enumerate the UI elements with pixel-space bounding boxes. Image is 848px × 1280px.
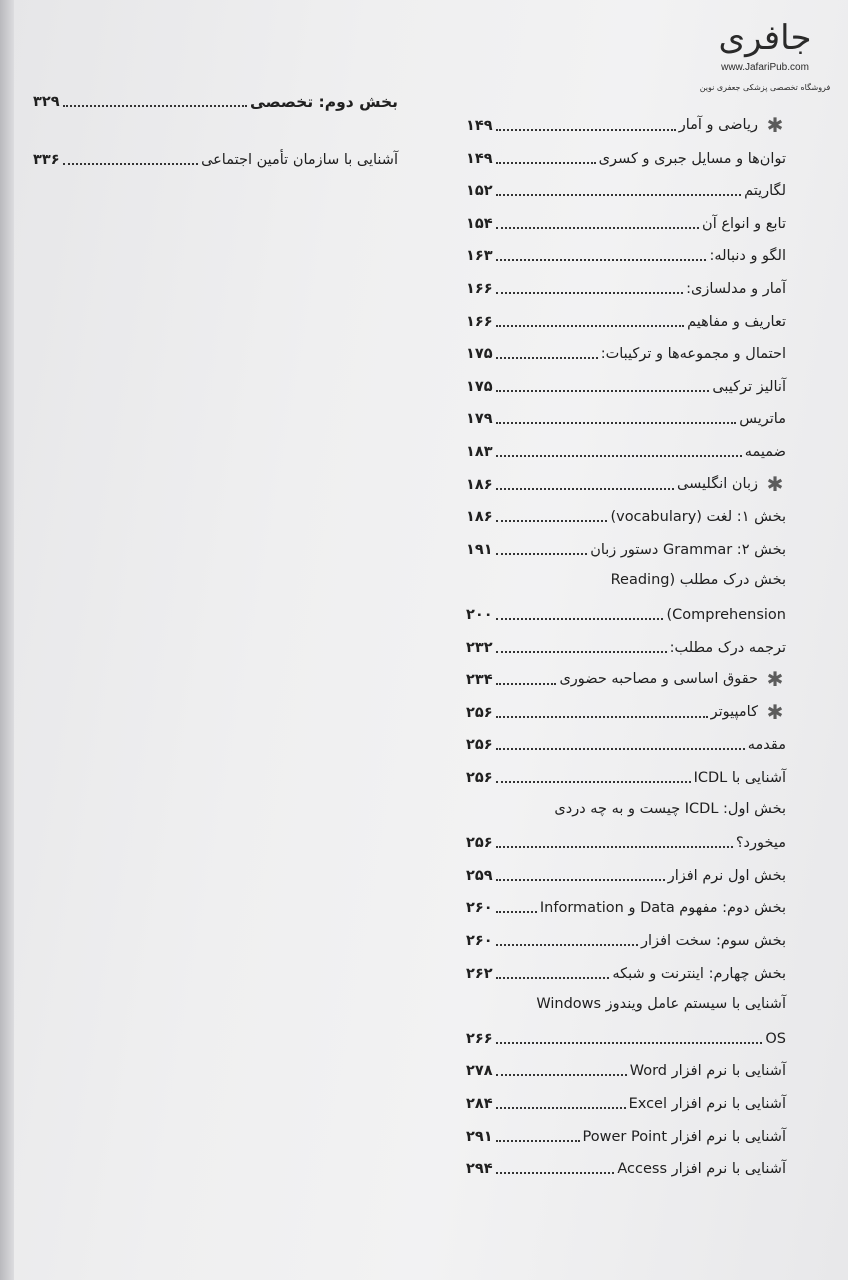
toc-entry-text: بخش دوم: تخصصی bbox=[249, 93, 398, 111]
leader-dots bbox=[496, 879, 665, 881]
toc-page-number: ۲۹۴ bbox=[466, 1161, 493, 1178]
toc-entry bbox=[466, 242, 786, 266]
toc-page-number: ۲۹۱ bbox=[466, 1128, 493, 1145]
toc-entry-title bbox=[666, 605, 786, 625]
toc-entry-title bbox=[748, 735, 786, 755]
toc-entry-text: ترجمه درک مطلب: bbox=[669, 639, 786, 656]
star-badge-icon: ✱ bbox=[766, 667, 784, 692]
leader-dots bbox=[63, 163, 199, 165]
toc-entry-title: بخش اول: ICDL چیست و به چه دردی bbox=[554, 800, 786, 817]
toc-entry bbox=[466, 894, 786, 918]
toc-entry-text: آنالیز ترکیبی bbox=[712, 378, 786, 395]
toc-entry bbox=[466, 112, 786, 136]
leader-dots bbox=[496, 129, 676, 131]
toc-entry bbox=[466, 503, 786, 527]
leader-dots bbox=[496, 357, 598, 359]
toc-entry-title bbox=[765, 1029, 786, 1049]
toc-entry-title bbox=[599, 149, 786, 169]
star-badge-icon: ✱ bbox=[766, 699, 784, 724]
toc-entry-title bbox=[670, 638, 786, 658]
toc-page-number: ۲۵۶ bbox=[466, 835, 493, 852]
leader-dots bbox=[496, 259, 707, 261]
toc-entry-title bbox=[617, 1159, 786, 1179]
toc-page-number: ۱۸۶ bbox=[466, 476, 493, 493]
leader-dots bbox=[496, 1074, 627, 1076]
toc-entry bbox=[466, 536, 786, 560]
toc-entry bbox=[466, 1123, 786, 1147]
toc-page-number: ۲۷۸ bbox=[466, 1063, 493, 1080]
leader-dots bbox=[496, 162, 596, 164]
toc-entry-title bbox=[709, 246, 786, 266]
toc-entry-text: ماتریس bbox=[739, 411, 786, 428]
toc-page-number: ۱۴۹ bbox=[466, 150, 493, 167]
toc-entry-title bbox=[601, 344, 786, 364]
leader-dots bbox=[496, 390, 710, 392]
toc-entry bbox=[33, 88, 398, 112]
toc-entry-text: بخش دوم: مفهوم Data و Information bbox=[539, 900, 786, 917]
toc-entry bbox=[466, 764, 786, 788]
toc-entry bbox=[466, 438, 786, 462]
toc-entry-text: زبان انگلیسی bbox=[677, 475, 758, 492]
leader-dots bbox=[496, 325, 685, 327]
toc-entry-title bbox=[687, 312, 786, 332]
toc-entry-title bbox=[702, 214, 786, 234]
leader-dots bbox=[496, 520, 608, 522]
toc-entry-title bbox=[629, 1094, 786, 1114]
toc-entry-text: بخش ۲: Grammar دستور زبان bbox=[590, 541, 786, 558]
leader-dots bbox=[496, 846, 733, 848]
leader-dots bbox=[63, 105, 247, 107]
leader-dots bbox=[496, 227, 699, 229]
toc-entry-text: توان‌ها و مسایل جبری و کسری bbox=[598, 150, 786, 167]
logo-mark: جافری bbox=[718, 18, 812, 58]
toc-entry bbox=[466, 666, 786, 690]
toc-entry-title bbox=[668, 866, 786, 886]
leader-dots bbox=[496, 618, 664, 620]
leader-dots bbox=[496, 553, 588, 555]
toc-entry bbox=[466, 731, 786, 755]
leader-dots bbox=[496, 292, 684, 294]
toc-entry-title bbox=[250, 92, 398, 112]
toc-page-number: ۲۵۹ bbox=[466, 867, 493, 884]
toc-entry bbox=[466, 177, 786, 201]
toc-entry-text: آشنایی با نرم افزار Power Point bbox=[582, 1128, 786, 1145]
toc-page-number: ۲۰۰ bbox=[466, 607, 493, 623]
toc-entry-title bbox=[641, 931, 786, 951]
toc-entry bbox=[33, 146, 398, 170]
toc-page-number: ۱۹۱ bbox=[466, 541, 493, 558]
leader-dots bbox=[496, 651, 667, 653]
toc-page-number: ۱۷۹ bbox=[466, 411, 493, 428]
toc-entry-title bbox=[694, 768, 786, 788]
toc-page-number: ۱۴۹ bbox=[466, 118, 493, 134]
toc-entry-text: بخش سوم: سخت افزار bbox=[641, 933, 786, 949]
toc-page-number: ۲۵۶ bbox=[466, 737, 493, 754]
toc-entry bbox=[466, 1025, 786, 1049]
publisher-logo bbox=[690, 10, 840, 100]
toc-entry-title bbox=[679, 114, 786, 136]
logo-url: www.JafariPub.com bbox=[721, 62, 809, 73]
toc-page-number: ۲۶۲ bbox=[466, 965, 493, 982]
toc-page-number: ۱۶۳ bbox=[466, 248, 493, 265]
toc-page-number: ۳۲۹ bbox=[33, 94, 60, 110]
toc-entry-text: OS bbox=[765, 1030, 786, 1047]
toc-entry bbox=[466, 210, 786, 234]
toc-entry-text: آشنایی با نرم افزار Word bbox=[629, 1063, 786, 1080]
leader-dots bbox=[496, 911, 537, 913]
toc-entry-title bbox=[610, 507, 786, 527]
toc-entry bbox=[466, 601, 786, 625]
toc-entry-text: آشنایی با نرم افزار Excel bbox=[628, 1096, 786, 1112]
toc-entry bbox=[466, 145, 786, 169]
toc-entry-text: آشنایی با نرم افزار Access bbox=[617, 1161, 786, 1178]
toc-entry-text: آمار و مدلسازی: bbox=[686, 281, 786, 297]
toc-page-number: ۱۸۳ bbox=[466, 444, 493, 460]
toc-entry bbox=[466, 927, 786, 951]
toc-entry-text: بخش چهارم: اینترنت و شبکه bbox=[612, 965, 786, 982]
toc-entry-title bbox=[744, 181, 786, 201]
book-spine bbox=[0, 0, 14, 1280]
toc-entry-title bbox=[612, 964, 786, 984]
leader-dots bbox=[496, 683, 557, 685]
toc-entry bbox=[466, 1057, 786, 1081]
toc-entry bbox=[466, 308, 786, 332]
toc-entry-text: مقدمه bbox=[747, 737, 786, 754]
toc-page-number: ۱۷۵ bbox=[466, 346, 493, 363]
leader-dots bbox=[496, 716, 708, 718]
toc-entry-title bbox=[630, 1061, 786, 1081]
toc-entry-title bbox=[559, 668, 786, 690]
toc-entry-text: میخورد؟ bbox=[735, 835, 786, 852]
toc-entry-title: آشنایی با سیستم عامل ویندوز Windows bbox=[536, 996, 786, 1013]
toc-page-number: ۲۸۴ bbox=[466, 1096, 493, 1112]
toc-entry-text: Comprehension) bbox=[666, 607, 786, 623]
toc-entry-title bbox=[711, 701, 786, 723]
toc-page-number: ۲۶۰ bbox=[466, 900, 493, 917]
toc-entry bbox=[466, 1090, 786, 1114]
toc-entry-text: احتمال و مجموعه‌ها و ترکیبات: bbox=[600, 346, 786, 363]
toc-entry-title bbox=[590, 540, 786, 560]
star-badge-icon: ✱ bbox=[766, 471, 784, 496]
toc-page-number: ۱۷۵ bbox=[466, 378, 493, 395]
toc-entry bbox=[466, 275, 786, 299]
toc-entry-text: لگاریتم bbox=[744, 183, 786, 200]
leader-dots bbox=[496, 422, 737, 424]
toc-page-number: ۱۵۲ bbox=[466, 183, 493, 200]
toc-page-number: ۱۶۶ bbox=[466, 313, 493, 330]
toc-entry bbox=[466, 960, 786, 984]
toc-entry bbox=[466, 373, 786, 397]
toc-entry bbox=[466, 634, 786, 658]
toc-entry-title bbox=[736, 833, 786, 853]
leader-dots bbox=[496, 194, 742, 196]
toc-entry bbox=[466, 862, 786, 886]
leader-dots bbox=[496, 781, 691, 783]
leader-dots bbox=[496, 488, 674, 490]
toc-entry-text: الگو و دنباله: bbox=[709, 248, 786, 265]
toc-page-number: ۲۵۶ bbox=[466, 770, 493, 786]
toc-entry bbox=[466, 699, 786, 723]
toc-entry-title bbox=[583, 1127, 786, 1147]
toc-page-number: ۱۶۶ bbox=[466, 281, 493, 297]
toc-page-number: ۳۳۶ bbox=[33, 152, 60, 168]
toc-entry-text: تابع و انواع آن bbox=[702, 215, 786, 232]
leader-dots bbox=[496, 1042, 763, 1044]
toc-entry bbox=[466, 340, 786, 364]
toc-entry-text: بخش ۱: لغت (vocabulary) bbox=[610, 509, 786, 526]
leader-dots bbox=[496, 748, 745, 750]
toc-page-number: ۲۶۶ bbox=[466, 1030, 493, 1047]
toc-entry-text: تعاریف و مفاهیم bbox=[687, 313, 786, 330]
toc-entry-title bbox=[540, 898, 786, 918]
leader-dots bbox=[496, 977, 610, 979]
toc-entry-title bbox=[677, 473, 786, 495]
leader-dots bbox=[496, 1140, 580, 1142]
toc-page-number: ۲۳۴ bbox=[466, 672, 493, 689]
toc-entry-text: حقوق اساسی و مصاحبه حضوری bbox=[559, 671, 758, 688]
toc-entry-title bbox=[686, 279, 786, 299]
leader-dots bbox=[496, 1172, 615, 1174]
toc-entry-text: کامپیوتر bbox=[710, 703, 758, 720]
logo-shop-name: فروشگاه تخصصی پزشکی جعفری نوین bbox=[699, 83, 831, 92]
leader-dots bbox=[496, 944, 638, 946]
leader-dots bbox=[496, 1107, 626, 1109]
toc-entry-text: ضمیمه bbox=[744, 444, 786, 460]
toc-entry-title bbox=[745, 442, 786, 462]
toc-entry-title bbox=[712, 377, 786, 397]
toc-entry-title: بخش درک مطلب (Reading bbox=[610, 572, 786, 589]
toc-entry bbox=[466, 405, 786, 429]
toc-entry-text: بخش اول نرم افزار bbox=[667, 867, 786, 884]
toc-page-number: ۲۵۶ bbox=[466, 704, 493, 721]
toc-page-number: ۲۳۲ bbox=[466, 639, 493, 656]
star-badge-icon: ✱ bbox=[766, 113, 784, 137]
toc-entry-title bbox=[201, 150, 398, 170]
toc-page-number: ۱۵۴ bbox=[466, 215, 493, 232]
toc-entry bbox=[466, 1155, 786, 1179]
toc-entry-text: آشنایی با ICDL bbox=[693, 770, 786, 786]
leader-dots bbox=[496, 455, 742, 457]
toc-entry bbox=[466, 471, 786, 495]
toc-entry-text: ریاضی و آمار bbox=[678, 117, 758, 133]
toc-entry-title bbox=[739, 409, 786, 429]
toc-page-number: ۱۸۶ bbox=[466, 509, 493, 526]
toc-entry-text: آشنایی با سازمان تأمین اجتماعی bbox=[201, 152, 398, 168]
toc-page-number: ۲۶۰ bbox=[466, 933, 493, 949]
toc-entry bbox=[466, 829, 786, 853]
